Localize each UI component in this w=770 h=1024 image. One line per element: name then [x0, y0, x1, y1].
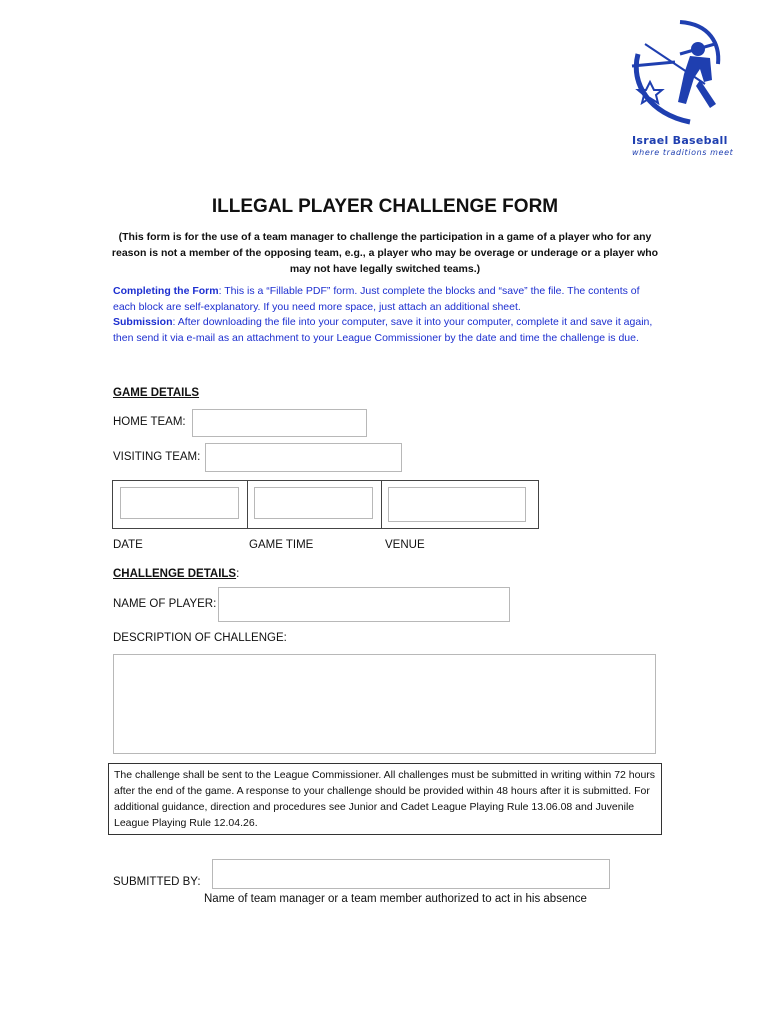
description-label: DESCRIPTION OF CHALLENGE: — [113, 632, 287, 644]
table-divider — [247, 481, 248, 528]
submission-text: : After downloading the file into your computer, save it into your computer, complete it and save it again, then send it via e-mail as an attachment to your League Commissioner by the date and time the challenge is due. — [113, 316, 653, 344]
submission-notice: The challenge shall be sent to the League Commissioner. All challenges must be submitted in writing within 72 hours after the end of the game. A response to your challenge should be provided within 48 hours after it is submitted. For additional guidance, direction and procedures see Junior and Cadet League Playing Rule 13.06.08 and Juvenile League Playing Rule 12.04.26. — [108, 763, 662, 835]
submitted-by-field[interactable] — [212, 859, 610, 889]
instructions — [113, 284, 653, 346]
form-title: ILLEGAL PLAYER CHALLENGE FORM — [211, 196, 559, 217]
date-field[interactable] — [120, 487, 239, 519]
description-field[interactable] — [113, 654, 656, 754]
baseball-player-logo-icon — [620, 14, 740, 134]
game-time-label: GAME TIME — [249, 539, 314, 551]
form-subtitle: (This form is for the use of a team manager to challenge the participation in a game of a player who for any reason is not a member of the opposing team, e.g., a player who may be overage or underage or a player who may not have legally switched teams.) — [111, 231, 659, 275]
submission-label: Submission — [113, 316, 173, 328]
logo-name: Israel Baseball — [632, 134, 728, 147]
completing-text: : This is a “Fillable PDF” form. Just complete the blocks and “save” the file. The contents of each block are self-explanatory. If you need more space, just attach an additional sheet. — [113, 285, 640, 313]
visiting-team-field[interactable] — [205, 443, 402, 472]
game-info-table — [112, 480, 539, 529]
table-divider — [381, 481, 382, 528]
israel-baseball-logo — [620, 14, 740, 164]
home-team-label: HOME TEAM: — [113, 416, 186, 428]
logo-tagline: where traditions meet — [632, 148, 734, 157]
player-name-field[interactable] — [218, 587, 510, 622]
challenge-details-heading-wrap — [113, 564, 239, 582]
home-team-field[interactable] — [192, 409, 367, 437]
completing-label: Completing the Form — [113, 285, 219, 297]
player-name-label: NAME OF PLAYER: — [113, 598, 217, 610]
game-time-field[interactable] — [254, 487, 373, 519]
venue-field[interactable] — [388, 487, 526, 522]
submitted-by-label: SUBMITTED BY: — [113, 876, 201, 888]
challenge-heading-colon: : — [236, 568, 240, 580]
visiting-team-label: VISITING TEAM: — [113, 451, 201, 463]
challenge-details-heading: CHALLENGE DETAILS — [113, 568, 237, 580]
date-label: DATE — [113, 539, 143, 551]
submitted-by-caption: Name of team manager or a team member authorized to act in his absence — [204, 893, 587, 905]
game-details-heading: GAME DETAILS — [113, 387, 200, 399]
venue-label: VENUE — [385, 539, 425, 551]
